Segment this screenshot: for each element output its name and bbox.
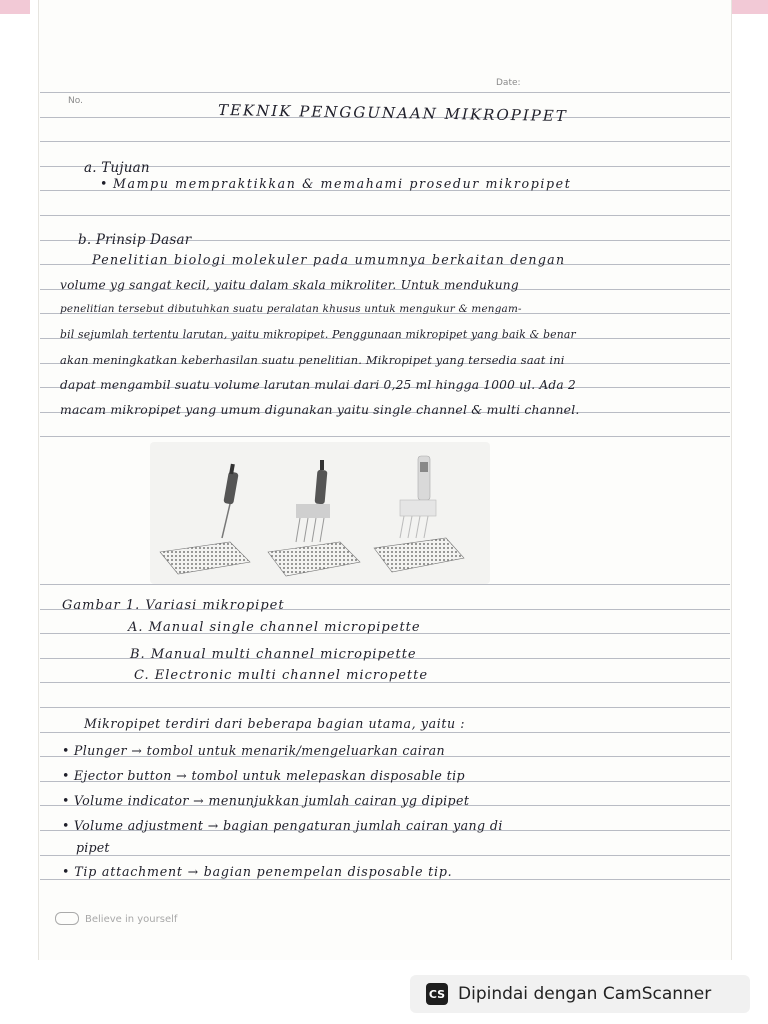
bagian-item-volume-adjustment: • Volume adjustment → bagian pengaturan jumlah cairan yang di [62,818,503,833]
no-label: No. [68,96,83,106]
micropipette-illustration [150,442,490,584]
electronic-pipette-icon [400,456,436,538]
figure-caption: Gambar 1. Variasi mikropipet [62,598,285,613]
well-plate-a-icon [160,542,250,574]
bagian-item-ejector: • Ejector button → tombol untuk melepaskan disposable tip [62,768,465,783]
tujuan-heading: a. Tujuan [84,160,150,176]
ruled-line [40,215,730,216]
figure-item-c: C. Electronic multi channel micropette [134,668,429,683]
micropipette-figure [150,442,490,584]
bagian-item-plunger: • Plunger → tombol untuk menarik/mengeluarkan cairan [62,743,445,758]
tujuan-item: • Mampu mempraktikkan & memahami prosedur mikropipet [100,176,571,191]
bagian-continuation: pipet [76,840,110,855]
single-channel-pipette-icon [222,464,239,538]
prinsip-line-1: Penelitian biologi molekuler pada umumnya berkaitan dengan [92,252,566,267]
ruled-line [40,707,730,708]
well-plate-b-icon [268,542,360,576]
well-plate-c-icon [374,538,464,572]
footer-motto: Believe in yourself [85,914,178,925]
bagian-intro: Mikropipet terdiri dari beberapa bagian utama, yaitu : [84,716,466,731]
camscanner-logo-icon: CS [426,983,448,1005]
prinsip-line-2: volume yg sangat kecil, yaitu dalam skala mikroliter. Untuk mendukung [60,278,519,292]
page-title: TEKNIK PENGGUNAAN MIKROPIPET [217,100,568,126]
date-label: Date: [496,78,521,88]
prinsip-line-4: bil sejumlah tertentu larutan, yaitu mikropipet. Penggunaan mikropipet yang baik & benar [60,328,576,341]
ruled-line [40,732,730,733]
multi-channel-pipette-icon [296,460,330,542]
bagian-item-volume-indicator: • Volume indicator → menunjukkan jumlah cairan yg dipipet [62,793,469,808]
prinsip-line-6: dapat mengambil suatu volume larutan mulai dari 0,25 ml hingga 1000 ul. Ada 2 [60,378,576,392]
camscanner-badge [410,975,750,1013]
ruled-line [40,584,730,585]
ruled-line [40,879,730,880]
notebook-logo-icon [55,912,79,925]
figure-item-b: B. Manual multi channel micropipette [130,647,417,662]
ruled-line [40,92,730,93]
camscanner-label: Dipindai dengan CamScanner [458,984,712,1004]
ruled-line [40,141,730,142]
prinsip-line-3: penelitian tersebut dibutuhkan suatu peralatan khusus untuk mengukur & mengam- [60,303,522,315]
figure-item-a: A. Manual single channel micropipette [128,620,421,635]
ruled-line [40,436,730,437]
prinsip-line-5: akan meningkatkan keberhasilan suatu penelitian. Mikropipet yang tersedia saat ini [60,353,565,367]
prinsip-line-7: macam mikropipet yang umum digunakan yaitu single channel & multi channel. [60,402,580,417]
ruled-line [40,855,730,856]
prinsip-heading: b. Prinsip Dasar [78,232,192,248]
bagian-item-tip-attachment: • Tip attachment → bagian penempelan disposable tip. [62,864,453,879]
